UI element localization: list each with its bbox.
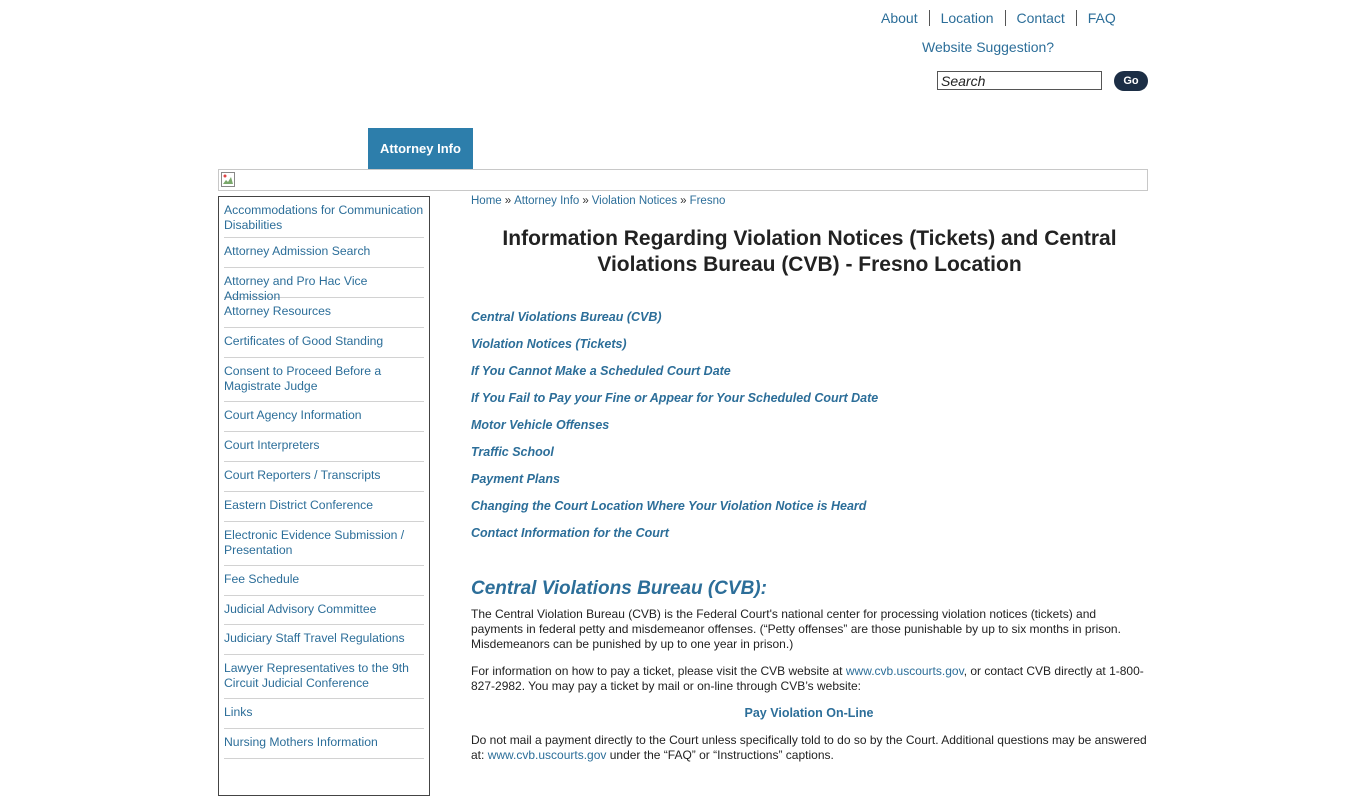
cvb-paragraph-2 [471, 664, 1147, 694]
sidebar-item-label: Lawyer Representatives to the 9th [224, 661, 409, 675]
para2-text-after: , or contact CVB directly at 1-800-827-2982. You may pay a ticket by mail or on-line through CVB’s website: [471, 664, 1144, 693]
sidebar-item-label: Circuit Judicial Conference [224, 676, 369, 690]
toc-link-violation-notices[interactable]: Violation Notices (Tickets) [471, 337, 627, 351]
sidebar-item[interactable] [224, 523, 424, 566]
breadcrumb-separator: » [582, 195, 589, 207]
location-link[interactable]: Location [929, 10, 1005, 26]
sidebar-item[interactable] [224, 329, 424, 358]
breadcrumb-violation-notices[interactable]: Violation Notices [591, 195, 678, 207]
cvb-paragraph-1: The Central Violation Bureau (CVB) is the Federal Court's national center for processing violation notices (tickets) and payments in federal petty and misdemeanor offenses. (“Petty offenses” are those punishable by up to six months in prison. Misdemeanors can be punished by up to one year in prison.) [471, 607, 1121, 651]
sidebar-item-label: Consent to Proceed Before a [224, 364, 382, 378]
sidebar-item[interactable] [224, 299, 424, 328]
sidebar [218, 196, 430, 796]
contact-link[interactable]: Contact [1005, 10, 1076, 26]
section-heading-cvb: Central Violations Bureau (CVB): [471, 578, 767, 599]
sidebar-item-label: Court Reporters / Transcripts [224, 468, 381, 482]
sidebar-item-label: Fee Schedule [224, 572, 300, 586]
sidebar-item-label: Magistrate Judge [224, 379, 318, 393]
sidebar-item-label: Links [224, 705, 253, 719]
toc-link-fail-to-pay[interactable]: If You Fail to Pay your Fine or Appear for Your Scheduled Court Date [471, 391, 879, 405]
breadcrumb-separator: » [680, 195, 687, 207]
cvb-website-link[interactable]: www.cvb.uscourts.gov [845, 664, 964, 678]
sidebar-item-label: Attorney Admission Search [224, 244, 371, 258]
sidebar-item-label: Certificates of Good Standing [224, 334, 384, 348]
sidebar-item-label: Eastern District Conference [224, 498, 374, 512]
search-input[interactable] [937, 71, 1102, 90]
breadcrumb-home[interactable]: Home [471, 195, 502, 207]
toc-link-traffic-school[interactable]: Traffic School [471, 445, 554, 459]
sidebar-item[interactable] [224, 656, 424, 699]
banner [218, 169, 1148, 191]
pay-violation-online-link[interactable]: Pay Violation On-Line [744, 706, 874, 720]
page-title-line2: Violations Bureau (CVB) - Fresno Location [597, 253, 1022, 276]
sidebar-item-label: Disabilities [224, 218, 283, 232]
faq-link[interactable]: FAQ [1076, 10, 1127, 26]
table-of-contents [471, 310, 878, 553]
sidebar-item[interactable] [224, 403, 424, 432]
sidebar-item[interactable] [224, 567, 424, 596]
sidebar-item[interactable] [224, 730, 424, 759]
website-suggestion-link[interactable]: Website Suggestion? [922, 39, 1055, 55]
sidebar-item-label: Court Agency Information [224, 408, 362, 422]
search-go-button[interactable]: Go [1114, 71, 1148, 91]
toc-link-contact-info[interactable]: Contact Information for the Court [471, 526, 669, 540]
para2-text-before: For information on how to pay a ticket, please visit the CVB website at [471, 664, 846, 678]
sidebar-item-label: Court Interpreters [224, 438, 320, 452]
para3-text-after: under the “FAQ” or “Instructions” captions. [606, 748, 834, 762]
sidebar-item[interactable] [224, 359, 424, 402]
toc-link-payment-plans[interactable]: Payment Plans [471, 472, 560, 486]
para3-text-before: Do not mail a payment directly to the Court unless specifically told to do so by the Court. Additional questions may be answered at: [471, 733, 1147, 762]
sidebar-item-label: Attorney Resources [224, 304, 332, 318]
toc-link-motor-vehicle[interactable]: Motor Vehicle Offenses [471, 418, 610, 432]
breadcrumb-attorney-info[interactable]: Attorney Info [514, 195, 580, 207]
sidebar-item-label: Judicial Advisory Committee [224, 602, 377, 616]
breadcrumb-fresno[interactable]: Fresno [689, 195, 726, 207]
broken-image-icon [221, 172, 235, 187]
sidebar-item-label: Judiciary Staff Travel Regulations [224, 631, 405, 645]
sidebar-item-label: Nursing Mothers Information [224, 735, 378, 749]
sidebar-item-label: Attorney and Pro Hac Vice Admission [224, 274, 368, 303]
sidebar-item[interactable] [224, 201, 424, 238]
top-links [870, 10, 1127, 26]
breadcrumb-separator: » [504, 195, 512, 207]
sidebar-item[interactable] [224, 626, 424, 655]
sidebar-item[interactable] [224, 239, 424, 268]
sidebar-item-label: Presentation [224, 543, 293, 557]
sidebar-item[interactable] [224, 463, 424, 492]
about-link[interactable]: About [881, 10, 918, 26]
toc-link-cvb[interactable]: Central Violations Bureau (CVB) [471, 310, 662, 324]
sidebar-item-label: Accommodations for Communication [224, 203, 424, 217]
sidebar-item[interactable] [224, 700, 424, 729]
tab-attorney-info[interactable]: Attorney Info [368, 128, 473, 169]
cvb-paragraph-3 [471, 733, 1147, 763]
sidebar-item-label: Electronic Evidence Submission / [224, 528, 405, 542]
breadcrumb [471, 195, 725, 207]
page-title-line1: Information Regarding Violation Notices (Tickets) and Central [502, 227, 1117, 250]
sidebar-item[interactable] [224, 597, 424, 625]
sidebar-item[interactable] [224, 493, 424, 522]
page-title [471, 226, 1148, 278]
sidebar-item[interactable] [224, 433, 424, 462]
sidebar-item[interactable] [224, 269, 424, 303]
cvb-website-link-2[interactable]: www.cvb.uscourts.gov [487, 748, 607, 762]
toc-link-cannot-make-date[interactable]: If You Cannot Make a Scheduled Court Date [471, 364, 731, 378]
toc-link-changing-location[interactable]: Changing the Court Location Where Your Violation Notice is Heard [471, 499, 867, 513]
